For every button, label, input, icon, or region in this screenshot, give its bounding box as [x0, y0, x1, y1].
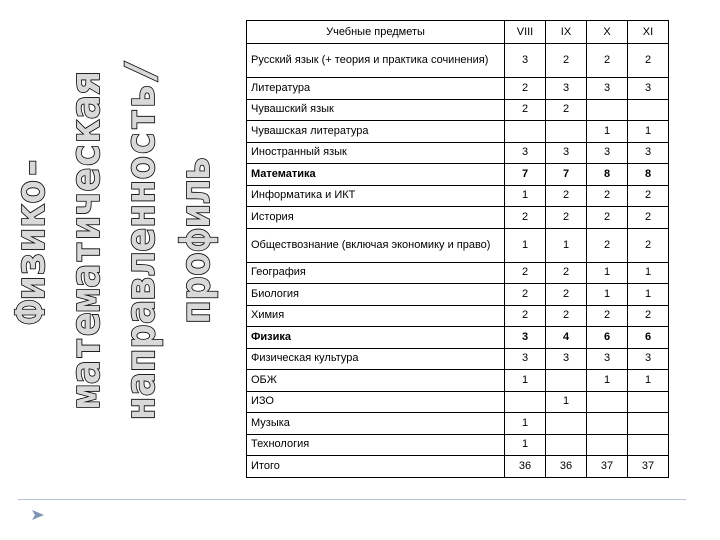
column-header-subjects: Учебные предметы [247, 21, 505, 44]
subject-name: Технология [247, 434, 505, 456]
hours-cell: 2 [628, 228, 669, 262]
hours-cell: 6 [628, 327, 669, 349]
hours-cell: 2 [546, 262, 587, 284]
hours-cell: 3 [587, 142, 628, 164]
hours-cell: 2 [505, 99, 546, 121]
hours-cell: 2 [546, 284, 587, 306]
hours-cell: 3 [505, 142, 546, 164]
subject-name: География [247, 262, 505, 284]
subject-name: Физическая культура [247, 348, 505, 370]
subject-name: Итого [247, 456, 505, 478]
table-row [247, 391, 669, 413]
hours-cell [546, 370, 587, 392]
hours-cell: 1 [505, 434, 546, 456]
table-body [247, 44, 669, 478]
hours-cell: 36 [505, 456, 546, 478]
table-row [247, 44, 669, 78]
hours-cell [546, 434, 587, 456]
hours-cell [546, 413, 587, 435]
table-row [247, 348, 669, 370]
table-row [247, 434, 669, 456]
table-row [247, 284, 669, 306]
hours-cell: 8 [628, 164, 669, 186]
hours-cell [628, 391, 669, 413]
table-row [247, 99, 669, 121]
hours-cell: 3 [505, 348, 546, 370]
hours-cell: 1 [546, 228, 587, 262]
hours-cell [505, 391, 546, 413]
subject-name: Иностранный язык [247, 142, 505, 164]
hours-cell: 2 [505, 262, 546, 284]
hours-cell: 1 [546, 391, 587, 413]
hours-cell: 7 [546, 164, 587, 186]
column-header-grade: XI [628, 21, 669, 44]
triangle-bullet-icon [30, 507, 46, 523]
subject-name: Физика [247, 327, 505, 349]
subject-name: Химия [247, 305, 505, 327]
hours-cell: 3 [587, 348, 628, 370]
hours-cell: 2 [505, 207, 546, 229]
triangle-bullet-graphic [30, 507, 46, 523]
vertical-title-graphic [8, 40, 244, 440]
hours-cell: 2 [587, 305, 628, 327]
hours-cell [587, 391, 628, 413]
hours-cell [587, 413, 628, 435]
hours-cell: 36 [546, 456, 587, 478]
table-row [247, 207, 669, 229]
hours-cell: 1 [587, 370, 628, 392]
hours-cell: 3 [505, 327, 546, 349]
hours-cell: 1 [505, 413, 546, 435]
hours-cell: 2 [505, 284, 546, 306]
hours-cell: 2 [546, 99, 587, 121]
hours-cell: 1 [587, 284, 628, 306]
hours-cell: 2 [587, 185, 628, 207]
subject-name: ИЗО [247, 391, 505, 413]
table-row [247, 370, 669, 392]
hours-cell: 3 [505, 44, 546, 78]
hours-cell: 1 [628, 121, 669, 143]
table-row [247, 78, 669, 100]
hours-cell: 7 [505, 164, 546, 186]
hours-cell: 3 [628, 348, 669, 370]
table-row [247, 413, 669, 435]
column-header-grade: VIII [505, 21, 546, 44]
hours-cell: 37 [587, 456, 628, 478]
hours-cell: 1 [505, 370, 546, 392]
hours-cell: 2 [546, 185, 587, 207]
subject-name: Обществознание (включая экономику и право) [247, 228, 505, 262]
title-line-2: математическая [63, 71, 109, 409]
table-row [247, 185, 669, 207]
hours-cell: 1 [587, 121, 628, 143]
subject-name: ОБЖ [247, 370, 505, 392]
column-header-grade: X [587, 21, 628, 44]
column-header-grade: IX [546, 21, 587, 44]
hours-cell: 2 [587, 228, 628, 262]
hours-cell: 2 [546, 44, 587, 78]
hours-cell: 2 [628, 207, 669, 229]
hours-cell: 1 [628, 370, 669, 392]
hours-cell: 2 [546, 207, 587, 229]
subject-name: Информатика и ИКТ [247, 185, 505, 207]
title-line-4: профиль [173, 155, 219, 325]
hours-cell [546, 121, 587, 143]
table-row [247, 142, 669, 164]
table-header-row [247, 21, 669, 44]
hours-cell: 37 [628, 456, 669, 478]
hours-cell: 2 [505, 78, 546, 100]
hours-cell: 3 [546, 348, 587, 370]
hours-cell: 4 [546, 327, 587, 349]
hours-cell: 1 [587, 262, 628, 284]
vertical-title [8, 40, 244, 440]
hours-cell: 3 [628, 78, 669, 100]
hours-cell [505, 121, 546, 143]
hours-cell: 8 [587, 164, 628, 186]
subject-name: Музыка [247, 413, 505, 435]
subject-name: Чувашская литература [247, 121, 505, 143]
hours-cell [628, 99, 669, 121]
subject-name: Чувашский язык [247, 99, 505, 121]
hours-cell [587, 99, 628, 121]
subject-name: Литература [247, 78, 505, 100]
hours-cell: 3 [587, 78, 628, 100]
table-row [247, 262, 669, 284]
hours-cell: 2 [587, 44, 628, 78]
table-row [247, 228, 669, 262]
subject-name: Математика [247, 164, 505, 186]
hours-cell: 1 [628, 284, 669, 306]
table-row [247, 164, 669, 186]
hours-cell: 3 [546, 78, 587, 100]
hours-cell: 1 [628, 262, 669, 284]
hours-cell: 3 [628, 142, 669, 164]
hours-cell: 2 [628, 44, 669, 78]
hours-cell [628, 413, 669, 435]
bottom-divider [18, 499, 686, 500]
hours-cell [628, 434, 669, 456]
table-row [247, 456, 669, 478]
curriculum-table [246, 20, 669, 478]
subject-name: Биология [247, 284, 505, 306]
hours-cell: 2 [505, 305, 546, 327]
hours-cell: 1 [505, 185, 546, 207]
hours-cell: 2 [628, 305, 669, 327]
title-line-1: Физико- [8, 155, 54, 325]
title-line-3: направленность/ [118, 59, 164, 421]
hours-cell: 1 [505, 228, 546, 262]
table-row [247, 305, 669, 327]
subject-name: Русский язык (+ теория и практика сочинения) [247, 44, 505, 78]
hours-cell: 2 [546, 305, 587, 327]
hours-cell: 6 [587, 327, 628, 349]
subject-name: История [247, 207, 505, 229]
table-row [247, 121, 669, 143]
hours-cell: 3 [546, 142, 587, 164]
table-row [247, 327, 669, 349]
hours-cell [587, 434, 628, 456]
hours-cell: 2 [628, 185, 669, 207]
hours-cell: 2 [587, 207, 628, 229]
